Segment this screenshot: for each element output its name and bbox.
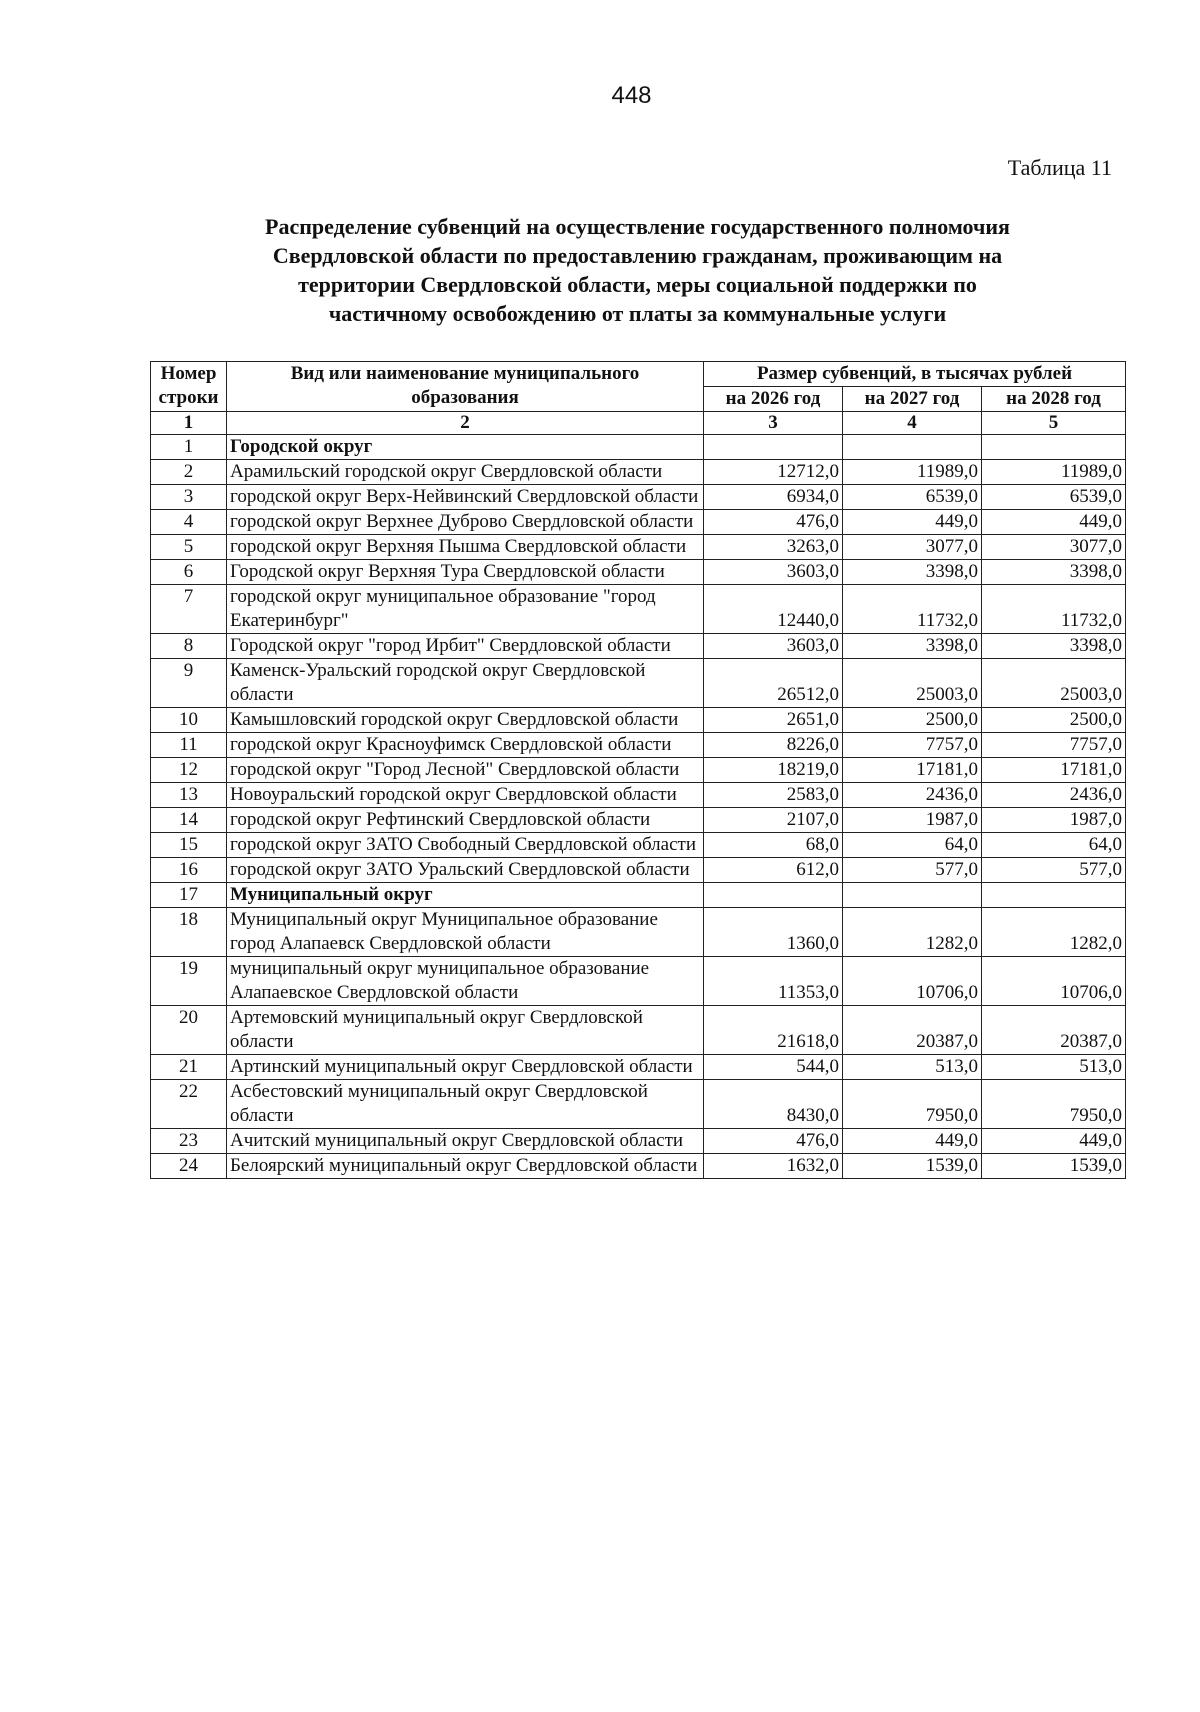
- table-row: [151, 957, 1126, 1006]
- row-number-cell: 1: [151, 435, 227, 460]
- page-number: 448: [611, 82, 652, 109]
- municipality-name-cell: городской округ Красноуфимск Свердловской области: [227, 733, 704, 758]
- section-row: [151, 435, 1126, 460]
- row-number-cell: 22: [151, 1080, 227, 1129]
- amount-2028-cell: 1282,0: [982, 908, 1126, 957]
- table-row: [151, 758, 1126, 783]
- amount-2028-cell: 7757,0: [982, 733, 1126, 758]
- amount-2026-cell: 3263,0: [704, 535, 843, 560]
- municipality-name-cell: городской округ Верх-Нейвинский Свердловской области: [227, 485, 704, 510]
- municipality-name-cell: Камышловский городской округ Свердловской области: [227, 708, 704, 733]
- row-number-cell: 2: [151, 460, 227, 485]
- row-number-cell: 12: [151, 758, 227, 783]
- row-number-cell: 19: [151, 957, 227, 1006]
- row-number-cell: 20: [151, 1006, 227, 1055]
- amount-2028-cell: 513,0: [982, 1055, 1126, 1080]
- header-row-number: [151, 362, 227, 412]
- amount-2026-cell: 476,0: [704, 510, 843, 535]
- amount-2027-cell: 64,0: [843, 833, 982, 858]
- header-year-2026: на 2026 год: [704, 387, 843, 412]
- amount-2026-cell: 2583,0: [704, 783, 843, 808]
- table-body: [151, 435, 1126, 1179]
- table-row: [151, 1006, 1126, 1055]
- municipality-name-cell: Новоуральский городской округ Свердловской области: [227, 783, 704, 808]
- amount-2026-cell: 3603,0: [704, 560, 843, 585]
- title-line: Свердловской области по предоставлению гражданам, проживающим на: [272, 243, 1003, 268]
- municipality-name-cell: Артинский муниципальный округ Свердловской области: [227, 1055, 704, 1080]
- amount-2027-cell: 449,0: [843, 1129, 982, 1154]
- amount-2027-cell: 7950,0: [843, 1080, 982, 1129]
- table-row: [151, 1154, 1126, 1179]
- row-number-cell: 16: [151, 858, 227, 883]
- amount-2028-cell: 577,0: [982, 858, 1126, 883]
- amount-2027-cell: 1539,0: [843, 1154, 982, 1179]
- row-number-cell: 10: [151, 708, 227, 733]
- amount-2026-cell: 2107,0: [704, 808, 843, 833]
- amount-2026-cell: 8226,0: [704, 733, 843, 758]
- amount-2027-cell: 3077,0: [843, 535, 982, 560]
- municipality-name-cell: городской округ "Город Лесной" Свердловской области: [227, 758, 704, 783]
- table-row: [151, 460, 1126, 485]
- municipality-name-cell: муниципальный округ муниципальное образование Алапаевское Свердловской области: [227, 957, 704, 1006]
- municipality-name-cell: Арамильский городской округ Свердловской области: [227, 460, 704, 485]
- amount-2026-cell: 21618,0: [704, 1006, 843, 1055]
- header-year-2028: на 2028 год: [982, 387, 1126, 412]
- amount-2026-cell: 2651,0: [704, 708, 843, 733]
- amount-2027-cell: 11732,0: [843, 585, 982, 634]
- amount-2027-cell: 6539,0: [843, 485, 982, 510]
- subsidy-table: [150, 361, 1126, 1179]
- table-row: [151, 808, 1126, 833]
- header-row-number-line1: Номер: [160, 363, 217, 384]
- column-number: 3: [704, 412, 843, 435]
- amount-2028-cell: 10706,0: [982, 957, 1126, 1006]
- municipality-name-cell: городской округ Рефтинский Свердловской области: [227, 808, 704, 833]
- section-row: [151, 883, 1126, 908]
- row-number-cell: 17: [151, 883, 227, 908]
- amount-2026-cell: 68,0: [704, 833, 843, 858]
- amount-2028-cell: 11732,0: [982, 585, 1126, 634]
- amount-2028-cell: 25003,0: [982, 659, 1126, 708]
- amount-2026-cell: 1360,0: [704, 908, 843, 957]
- row-number-cell: 4: [151, 510, 227, 535]
- amount-2027-cell: 2436,0: [843, 783, 982, 808]
- municipality-name-cell: Муниципальный округ Муниципальное образование город Алапаевск Свердловской области: [227, 908, 704, 957]
- row-number-cell: 15: [151, 833, 227, 858]
- table-row: [151, 858, 1126, 883]
- amount-2026-cell: [704, 435, 843, 460]
- amount-2026-cell: 11353,0: [704, 957, 843, 1006]
- table-row: [151, 560, 1126, 585]
- amount-2028-cell: 2500,0: [982, 708, 1126, 733]
- amount-2026-cell: 26512,0: [704, 659, 843, 708]
- table-row: [151, 908, 1126, 957]
- amount-2026-cell: [704, 883, 843, 908]
- table-row: [151, 833, 1126, 858]
- amount-2026-cell: 8430,0: [704, 1080, 843, 1129]
- table-row: [151, 733, 1126, 758]
- title-line: территории Свердловской области, меры социальной поддержки по: [298, 272, 977, 297]
- municipality-name-cell: Городской округ: [227, 435, 704, 460]
- table-row: [151, 510, 1126, 535]
- amount-2028-cell: 17181,0: [982, 758, 1126, 783]
- row-number-cell: 8: [151, 634, 227, 659]
- row-number-cell: 24: [151, 1154, 227, 1179]
- amount-2028-cell: 2436,0: [982, 783, 1126, 808]
- row-number-cell: 3: [151, 485, 227, 510]
- table-row: [151, 783, 1126, 808]
- amount-2027-cell: 1282,0: [843, 908, 982, 957]
- municipality-name-cell: Городской округ "город Ирбит" Свердловской области: [227, 634, 704, 659]
- amount-2026-cell: 18219,0: [704, 758, 843, 783]
- amount-2026-cell: 12712,0: [704, 460, 843, 485]
- municipality-name-cell: Каменск-Уральский городской округ Свердловской области: [227, 659, 704, 708]
- header-year-2027: на 2027 год: [843, 387, 982, 412]
- row-number-cell: 14: [151, 808, 227, 833]
- municipality-name-cell: городской округ Верхнее Дуброво Свердловской области: [227, 510, 704, 535]
- amount-2026-cell: 3603,0: [704, 634, 843, 659]
- column-number: 5: [982, 412, 1126, 435]
- municipality-name-cell: Муниципальный округ: [227, 883, 704, 908]
- row-number-cell: 18: [151, 908, 227, 957]
- header-row-number-line2: строки: [158, 387, 219, 408]
- table-row: [151, 1080, 1126, 1129]
- municipality-name-cell: городской округ муниципальное образование "город Екатеринбург": [227, 585, 704, 634]
- column-number: 4: [843, 412, 982, 435]
- table-row: [151, 708, 1126, 733]
- amount-2027-cell: 7757,0: [843, 733, 982, 758]
- amount-2028-cell: 20387,0: [982, 1006, 1126, 1055]
- header-name-line2: образования: [411, 387, 519, 408]
- column-number: 2: [227, 412, 704, 435]
- amount-2027-cell: 3398,0: [843, 634, 982, 659]
- amount-2028-cell: 6539,0: [982, 485, 1126, 510]
- municipality-name-cell: Артемовский муниципальный округ Свердловской области: [227, 1006, 704, 1055]
- municipality-name-cell: городской округ ЗАТО Уральский Свердловской области: [227, 858, 704, 883]
- municipality-name-cell: городской округ ЗАТО Свободный Свердловской области: [227, 833, 704, 858]
- amount-2028-cell: 449,0: [982, 1129, 1126, 1154]
- table-row: [151, 485, 1126, 510]
- table-row: [151, 1129, 1126, 1154]
- amount-2028-cell: 7950,0: [982, 1080, 1126, 1129]
- amount-2027-cell: [843, 883, 982, 908]
- municipality-name-cell: Белоярский муниципальный округ Свердловской области: [227, 1154, 704, 1179]
- amount-2026-cell: 544,0: [704, 1055, 843, 1080]
- amount-2028-cell: 64,0: [982, 833, 1126, 858]
- amount-2028-cell: 11989,0: [982, 460, 1126, 485]
- document-title: [150, 212, 1125, 328]
- amount-2026-cell: 6934,0: [704, 485, 843, 510]
- row-number-cell: 23: [151, 1129, 227, 1154]
- row-number-cell: 9: [151, 659, 227, 708]
- amount-2027-cell: 2500,0: [843, 708, 982, 733]
- header-amount-group: Размер субвенций, в тысячах рублей: [704, 362, 1126, 387]
- row-number-cell: 21: [151, 1055, 227, 1080]
- amount-2026-cell: 12440,0: [704, 585, 843, 634]
- amount-2028-cell: 3077,0: [982, 535, 1126, 560]
- amount-2027-cell: 25003,0: [843, 659, 982, 708]
- municipality-name-cell: Ачитский муниципальный округ Свердловской области: [227, 1129, 704, 1154]
- amount-2027-cell: 17181,0: [843, 758, 982, 783]
- table-row: [151, 585, 1126, 634]
- amount-2027-cell: 577,0: [843, 858, 982, 883]
- row-number-cell: 7: [151, 585, 227, 634]
- amount-2027-cell: 20387,0: [843, 1006, 982, 1055]
- amount-2026-cell: 612,0: [704, 858, 843, 883]
- municipality-name-cell: Асбестовский муниципальный округ Свердловской области: [227, 1080, 704, 1129]
- column-number: 1: [151, 412, 227, 435]
- table-label: Таблица 11: [1007, 155, 1112, 180]
- title-line: частичному освобождению от платы за коммунальные услуги: [328, 301, 947, 326]
- row-number-cell: 6: [151, 560, 227, 585]
- table-row: [151, 535, 1126, 560]
- row-number-cell: 5: [151, 535, 227, 560]
- amount-2027-cell: [843, 435, 982, 460]
- amount-2026-cell: 476,0: [704, 1129, 843, 1154]
- amount-2027-cell: 11989,0: [843, 460, 982, 485]
- amount-2027-cell: 1987,0: [843, 808, 982, 833]
- header-name-line1: Вид или наименование муниципального: [290, 363, 640, 384]
- amount-2028-cell: 449,0: [982, 510, 1126, 535]
- amount-2027-cell: 10706,0: [843, 957, 982, 1006]
- amount-2028-cell: [982, 435, 1126, 460]
- municipality-name-cell: Городской округ Верхняя Тура Свердловской области: [227, 560, 704, 585]
- amount-2028-cell: 1987,0: [982, 808, 1126, 833]
- amount-2027-cell: 513,0: [843, 1055, 982, 1080]
- municipality-name-cell: городской округ Верхняя Пышма Свердловской области: [227, 535, 704, 560]
- amount-2028-cell: 3398,0: [982, 560, 1126, 585]
- amount-2027-cell: 449,0: [843, 510, 982, 535]
- table-row: [151, 1055, 1126, 1080]
- amount-2028-cell: [982, 883, 1126, 908]
- amount-2026-cell: 1632,0: [704, 1154, 843, 1179]
- row-number-cell: 13: [151, 783, 227, 808]
- amount-2028-cell: 3398,0: [982, 634, 1126, 659]
- amount-2027-cell: 3398,0: [843, 560, 982, 585]
- row-number-cell: 11: [151, 733, 227, 758]
- table-row: [151, 659, 1126, 708]
- header-name: [227, 362, 704, 412]
- amount-2028-cell: 1539,0: [982, 1154, 1126, 1179]
- title-line: Распределение субвенций на осуществление государственного полномочия: [265, 214, 1010, 239]
- table-row: [151, 634, 1126, 659]
